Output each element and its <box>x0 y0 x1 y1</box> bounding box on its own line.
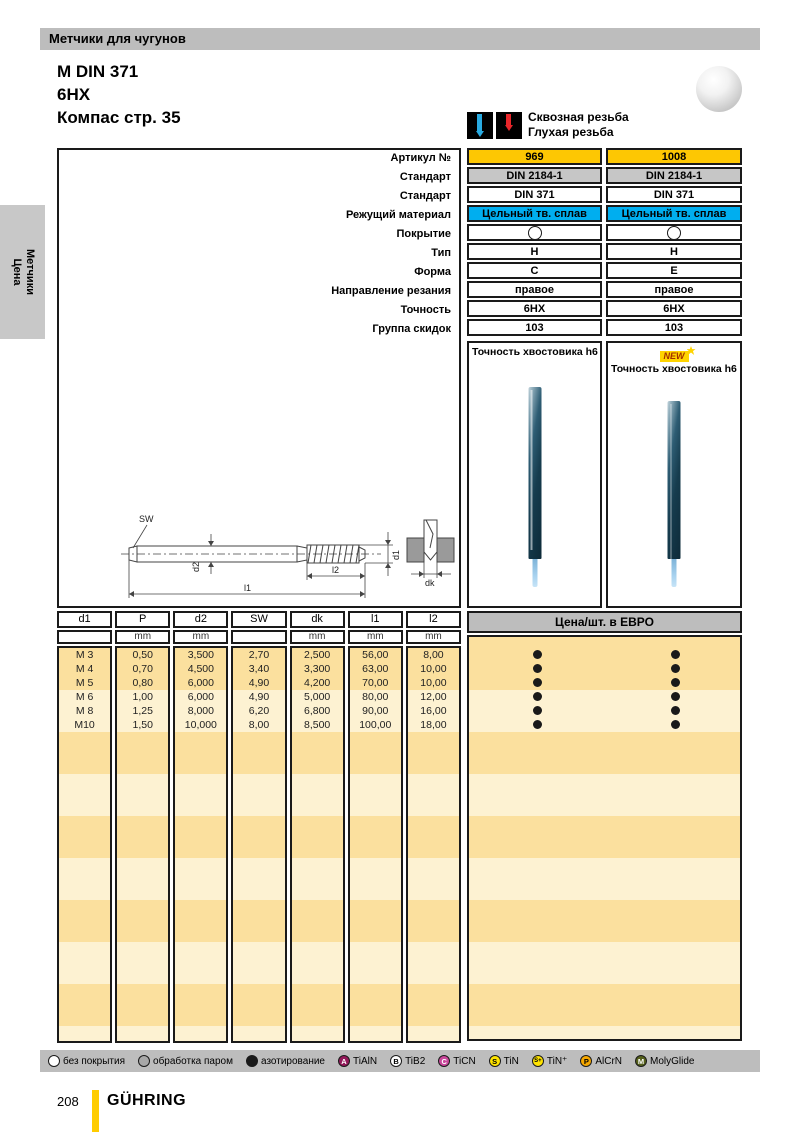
dim-d2-label: d2 <box>191 561 201 572</box>
table-cell-value: M 6 <box>75 691 94 703</box>
legend-label: обработка паром <box>153 1055 233 1067</box>
tap-technical-drawing <box>61 508 457 604</box>
title-line-1: M DIN 371 <box>57 62 139 81</box>
new-badge: NEW <box>660 351 689 362</box>
table-cell-value: 2,500 <box>303 649 331 661</box>
price-dot <box>671 650 680 659</box>
product-title <box>57 60 181 129</box>
coating-legend-bar <box>40 1050 760 1072</box>
title-line-2: 6HX <box>57 85 91 104</box>
unit-label <box>231 630 286 644</box>
table-column <box>173 646 228 1043</box>
table-cell-value: 2,70 <box>248 649 270 661</box>
dim-l2-label: l2 <box>332 565 340 575</box>
table-cell-value: 0,50 <box>132 649 153 661</box>
table-cell-value: 100,00 <box>359 719 392 731</box>
table-cell-value: 18,00 <box>420 719 447 731</box>
table-cell-value: 1,25 <box>132 705 153 717</box>
table-cell-value: 6,000 <box>187 691 214 703</box>
dim-l1-label: l1 <box>244 583 252 593</box>
price-dot <box>533 692 542 701</box>
spec-value-cell: Цельный тв. сплав <box>467 205 602 222</box>
table-cell-value: 3,40 <box>248 663 270 675</box>
legend-item <box>489 1055 519 1067</box>
blind-thread-icon <box>496 112 522 139</box>
availability-dots-col1 <box>533 637 542 729</box>
table-cell-value: 6,000 <box>187 677 214 689</box>
shank-tolerance-note: Точность хвостовика h6 <box>611 363 737 375</box>
legend-label: азотирование <box>261 1055 325 1067</box>
side-tab <box>0 205 45 339</box>
table-cell-value: 0,80 <box>132 677 153 689</box>
uncoated-circle-icon <box>667 226 681 240</box>
column-header: P <box>115 611 170 628</box>
legend-label: MolyGlide <box>650 1055 695 1067</box>
table-cell-value: 3,300 <box>303 663 331 675</box>
column-header: dk <box>290 611 345 628</box>
availability-dots-col2 <box>671 637 680 729</box>
column-header: l2 <box>406 611 461 628</box>
table-cell-value: 8,500 <box>303 719 331 731</box>
spec-label: Направление резания <box>331 285 451 297</box>
spec-label: Стандарт <box>399 171 451 183</box>
table-cell-value: 5,000 <box>303 691 331 703</box>
column-header: d2 <box>173 611 228 628</box>
table-column <box>57 646 112 1043</box>
spec-labels <box>59 150 459 338</box>
price-dot <box>671 692 680 701</box>
table-cell-value: 10,00 <box>420 677 447 689</box>
spec-label: Артикул № <box>390 152 451 164</box>
unit-label: mm <box>173 630 228 644</box>
through-thread-icon <box>467 112 493 139</box>
page-number: 208 <box>57 1094 79 1109</box>
spec-value-cell: 103 <box>606 319 742 336</box>
side-tab-line1: Метчики <box>23 249 36 295</box>
metal-ball-image <box>696 66 742 112</box>
legend-item <box>246 1055 325 1067</box>
uncoated-circle-icon <box>528 226 542 240</box>
column-header: d1 <box>57 611 112 628</box>
table-cell-value: 63,00 <box>362 663 389 675</box>
table-cell-value: M10 <box>74 719 95 731</box>
legend-label: TiN⁺ <box>546 1055 568 1067</box>
column-header: l1 <box>348 611 403 628</box>
table-column <box>348 646 403 1043</box>
table-cell-value: M 3 <box>75 649 94 661</box>
table-cell-value: 4,90 <box>248 677 270 689</box>
table-cell-value: M 8 <box>75 705 94 717</box>
coating-circle-icon <box>138 1055 150 1067</box>
tap-photo <box>668 401 681 559</box>
spec-value-cell <box>606 224 742 241</box>
table-cell-value: 0,70 <box>132 663 153 675</box>
spec-value-cell: DIN 2184-1 <box>467 167 602 184</box>
coating-circle-icon <box>48 1055 60 1067</box>
dim-dk-label: dk <box>425 578 435 588</box>
tap-photo-tip <box>532 559 537 587</box>
spec-value-cell: E <box>606 262 742 279</box>
legend-label: TiAlN <box>352 1055 378 1067</box>
price-dot <box>533 664 542 673</box>
table-column <box>406 646 461 1043</box>
spec-label: Группа скидок <box>372 323 451 335</box>
coating-letter-icon: B <box>390 1055 402 1067</box>
table-column <box>231 646 286 1043</box>
table-column <box>115 646 170 1043</box>
coating-letter-icon: S+ <box>532 1055 544 1067</box>
coating-letter-icon: P <box>580 1055 592 1067</box>
spec-value-cell: правое <box>467 281 602 298</box>
table-cell-value: 1,50 <box>132 719 153 731</box>
table-cell-value: 1,00 <box>132 691 153 703</box>
page-header-bar: Метчики для чугунов <box>40 28 760 50</box>
spec-label: Тип <box>431 247 451 259</box>
spec-label: Стандарт <box>399 190 451 202</box>
title-line-3: Компас стр. 35 <box>57 108 181 127</box>
price-dot <box>671 706 680 715</box>
spec-value-cell: 1008 <box>606 148 742 165</box>
spec-value-cell: Цельный тв. сплав <box>606 205 742 222</box>
table-cell-value: 10,00 <box>420 663 447 675</box>
thread-type-legend <box>467 110 629 140</box>
table-cell-value: 12,00 <box>420 691 447 703</box>
spec-value-cell: 969 <box>467 148 602 165</box>
legend-label: AlCrN <box>595 1055 622 1067</box>
coating-letter-icon: A <box>338 1055 350 1067</box>
spec-value-cell: H <box>467 243 602 260</box>
table-cell-value: M 4 <box>75 663 94 675</box>
legend-label: без покрытия <box>63 1055 126 1067</box>
unit-label <box>57 630 112 644</box>
spec-label: Режущий материал <box>345 209 451 221</box>
table-cell-value: M 5 <box>75 677 94 689</box>
dim-d1-label: d1 <box>391 549 401 560</box>
spec-value-cell <box>467 224 602 241</box>
spec-value-cell: H <box>606 243 742 260</box>
spec-value-cell: DIN 371 <box>606 186 742 203</box>
legend-item <box>532 1055 567 1067</box>
tap-photo-tip <box>672 559 677 587</box>
coating-letter-icon: S <box>489 1055 501 1067</box>
spec-label: Точность <box>400 304 451 316</box>
article-column-1 <box>467 148 602 338</box>
table-cell-value: 90,00 <box>362 705 389 717</box>
unit-label: mm <box>348 630 403 644</box>
table-cell-value: 6,800 <box>303 705 331 717</box>
table-column <box>290 646 345 1043</box>
price-dot <box>671 664 680 673</box>
price-dot <box>533 650 542 659</box>
legend-item <box>635 1055 694 1067</box>
spec-label: Форма <box>414 266 451 278</box>
column-header: SW <box>231 611 286 628</box>
spec-label: Покрытие <box>396 228 451 240</box>
legend-item <box>138 1055 233 1067</box>
table-cell-value: 4,500 <box>187 663 214 675</box>
product-photo-cell-1 <box>467 341 602 608</box>
brand-yellow-bar <box>92 1090 99 1132</box>
table-cell-value: 70,00 <box>362 677 389 689</box>
spec-value-cell: правое <box>606 281 742 298</box>
price-dot <box>533 720 542 729</box>
table-cell-value: 56,00 <box>362 649 389 661</box>
spec-value-cell: DIN 2184-1 <box>606 167 742 184</box>
legend-item <box>390 1055 425 1067</box>
unit-label: mm <box>115 630 170 644</box>
table-cell-value: 10,000 <box>184 719 217 731</box>
spec-value-cell: 6HX <box>467 300 602 317</box>
spec-value-cell: 103 <box>467 319 602 336</box>
through-thread-label: Сквозная резьба <box>528 110 629 124</box>
spec-value-cell: C <box>467 262 602 279</box>
legend-item <box>48 1055 125 1067</box>
legend-label: TiCN <box>453 1055 476 1067</box>
dimensions-table <box>57 611 461 1043</box>
dim-sw-label: SW <box>139 514 154 524</box>
legend-item <box>338 1055 377 1067</box>
legend-label: TiB2 <box>405 1055 426 1067</box>
coating-letter-icon: M <box>635 1055 647 1067</box>
blind-thread-label: Глухая резьба <box>528 125 614 139</box>
side-tab-line2: Цена <box>10 258 23 286</box>
price-panel <box>467 611 742 1041</box>
price-header: Цена/шт. в ЕВРО <box>467 611 742 633</box>
legend-item <box>438 1055 475 1067</box>
article-column-2 <box>606 148 742 338</box>
price-dot <box>533 706 542 715</box>
coating-letter-icon: C <box>438 1055 450 1067</box>
brand-logo: GÜHRING <box>107 1092 187 1109</box>
table-cell-value: 4,200 <box>303 677 331 689</box>
table-cell-value: 6,20 <box>248 705 270 717</box>
price-body <box>467 635 742 1041</box>
table-cell-value: 8,00 <box>423 649 444 661</box>
spec-and-drawing-panel <box>57 148 461 608</box>
spec-value-cell: 6HX <box>606 300 742 317</box>
table-cell-value: 4,90 <box>248 691 270 703</box>
table-cell-value: 16,00 <box>420 705 447 717</box>
unit-label: mm <box>406 630 461 644</box>
tap-photo <box>528 387 541 559</box>
table-cell-value: 80,00 <box>362 691 389 703</box>
unit-label: mm <box>290 630 345 644</box>
price-dot <box>671 678 680 687</box>
table-cell-value: 8,000 <box>187 705 214 717</box>
legend-label: TiN <box>503 1055 519 1067</box>
coating-circle-icon <box>246 1055 258 1067</box>
price-dot <box>671 720 680 729</box>
table-cell-value: 3,500 <box>187 649 214 661</box>
price-dot <box>533 678 542 687</box>
legend-item <box>580 1055 622 1067</box>
product-photo-cell-2 <box>606 341 742 608</box>
spec-value-cell: DIN 371 <box>467 186 602 203</box>
table-cell-value: 8,00 <box>248 719 270 731</box>
shank-tolerance-note: Точность хвостовика h6 <box>472 346 598 358</box>
